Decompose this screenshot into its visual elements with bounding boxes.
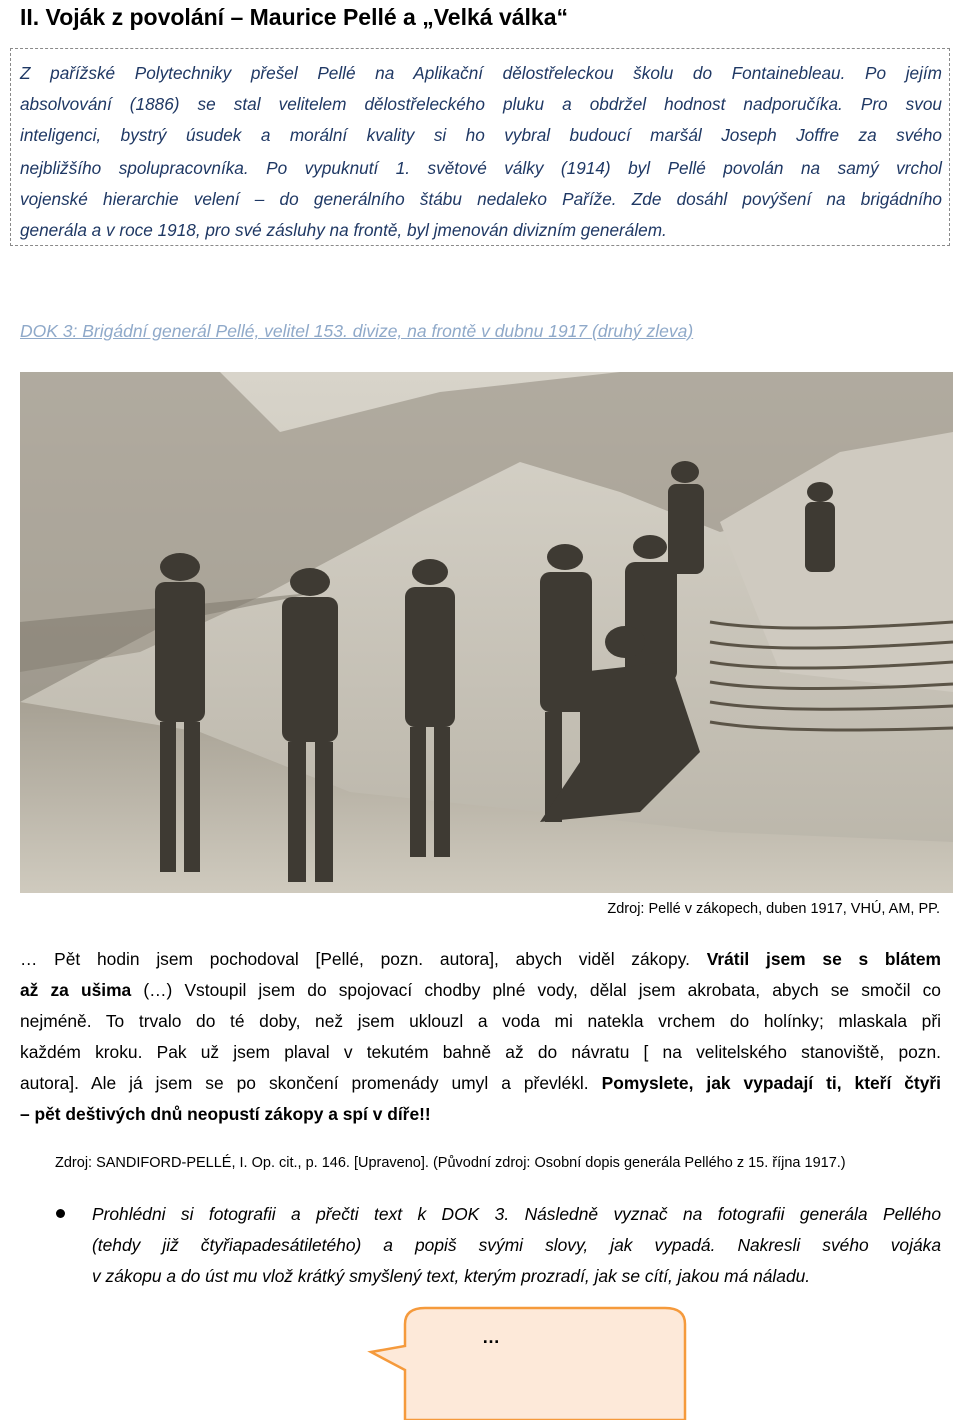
intro-line: absolvování (1886) se stal velitelem dělostřeleckého pluku a obdržel hodnost nadporučíka. Pro svou (20, 94, 942, 114)
letter-quote (20, 944, 941, 1130)
quote-emphasis: Vrátil jsem se s blátem (706, 949, 941, 969)
quote-emphasis: Pomyslete, jak vypadají ti, kteří čtyři (601, 1073, 941, 1093)
intro-line: generála a v roce 1918, pro své zásluhy na frontě, byl jmenován divizním generálem. (20, 220, 667, 240)
intro-line: inteligenci, bystrý úsudek a morální kvality si ho vybral budoucí maršál Joseph Joffre za svého (20, 125, 942, 145)
quote-fragment: (…) Vstoupil jsem do spojovací chodby plné vody, dělal jsem akrobata, abych se smočil co (143, 980, 941, 1000)
quote-line: každém kroku. Pak už jsem plaval v tekutém bahně až do návratu [ na velitelského stanoviště, pozn. (20, 1042, 941, 1062)
quote-emphasis: až za ušima (20, 980, 132, 1000)
bullet-icon (56, 1209, 65, 1218)
intro-text-continued (20, 153, 942, 246)
letter-source: Zdroj: SANDIFORD-PELLÉ, I. Op. cit., p. 146. [Upraveno]. (Původní zdroj: Osobní dopis generála Pellého z 15. října 1917.) (55, 1155, 846, 1171)
quote-line (20, 944, 941, 975)
quote-fragment: … Pět hodin jsem pochodoval [Pellé, pozn. autora], abych viděl zákopy. (20, 949, 690, 969)
quote-line (20, 1068, 941, 1099)
quote-line (20, 975, 941, 1006)
quote-emphasis: – pět deštivých dnů neopustí zákopy a spí v díře!! (20, 1104, 431, 1124)
speech-bubble-shape (371, 1308, 685, 1420)
quote-line (20, 1099, 941, 1130)
intro-line: vojenské hierarchie velení – do generálního štábu nedaleko Paříže. Zde dosáhl povýšení na brigádního (20, 189, 942, 209)
intro-line (20, 153, 942, 184)
task-line: Prohlédni si fotografii a přečti text k DOK 3. Následně vyznač na fotografii generála Pellého (92, 1204, 941, 1224)
photo-source: Zdroj: Pellé v zákopech, duben 1917, VHÚ, AM, PP. (607, 901, 940, 917)
section-heading: II. Voják z povolání – Maurice Pellé a „Velká válka“ (20, 4, 569, 30)
task-line: v zákopu a do úst mu vlož krátký smyšlený text, kterým prozradí, jak se cítí, jakou má náladu. (92, 1266, 811, 1286)
task-line: (tehdy již čtyřiapadesátiletého) a popiš svými slovy, jak vypadá. Nakresli svého vojáka (92, 1235, 941, 1255)
intro-fragment: Po vypuknutí 1. světové války (1914) byl Pellé povolán na samý vrchol (266, 158, 943, 178)
speech-bubble[interactable] (365, 1300, 690, 1420)
intro-text (20, 58, 942, 151)
intro-fragment: nejbližšího spolupracovníka. (20, 158, 249, 178)
task-instructions (92, 1199, 941, 1292)
quote-fragment: autora]. Ale já jsem se po skončení promenády umyl a převlékl. (20, 1073, 589, 1093)
speech-bubble-text: … (482, 1327, 500, 1347)
quote-line: nejméně. To trvalo do té doby, než jsem uklouzl a voda mi natekla vrchem do holínky; mlaskala při (20, 1011, 941, 1031)
document-caption: DOK 3: Brigádní generál Pellé, velitel 153. divize, na frontě v dubnu 1917 (druhý zleva) (20, 321, 694, 341)
historical-photo (20, 372, 953, 893)
intro-line: Z pařížské Polytechniky přešel Pellé na Aplikační dělostřeleckou školu do Fontainebleau. Po jejím (20, 63, 942, 83)
